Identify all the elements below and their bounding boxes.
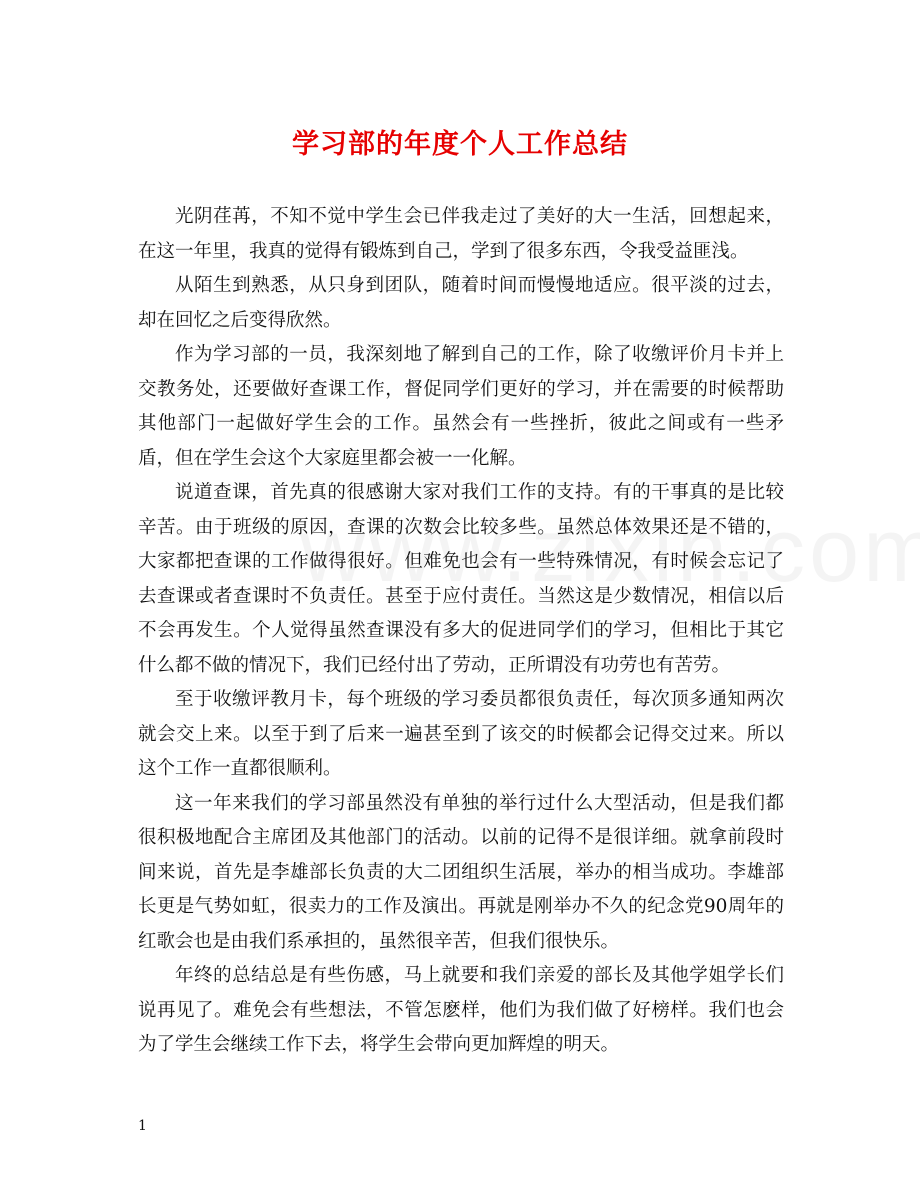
paragraph-4: 说道查课，首先真的很感谢大家对我们工作的支持。有的干事真的是比较辛苦。由于班级的原因，查课的次数会比较多些。虽然总体效果还是不错的，大家都把查课的工作做得很好。但难免也会有一些特殊情况，有时候会忘记了去查课或者查课时不负责任。甚至于应付责任。当然这是少数情况，相信以后不会再发生。个人觉得虽然查课没有多大的促进同学们的学习，但相比于其它什么都不做的情况下，我们已经付出了劳动，正所谓没有功劳也有苦劳。 [138, 482, 784, 676]
document-title: 学习部的年度个人工作总结 [292, 129, 628, 160]
paragraph-3: 作为学习部的一员，我深刻地了解到自己的工作，除了收缴评价月卡并上交教务处，还要做好查课工作，督促同学们更好的学习，并在需要的时候帮助其他部门一起做好学生会的工作。虽然会有一些挫折，彼此之间或有一些矛盾，但在学生会这个大家庭里都会被一一化解。 [138, 344, 784, 469]
paragraph-1: 光阴荏苒，不知不觉中学生会已伴我走过了美好的大一生活，回想起来，在这一年里，我真的觉得有锻炼到自己，学到了很多东西，令我受益匪浅。 [138, 206, 784, 262]
page-number: 1 [138, 1118, 147, 1134]
paragraph-6: 这一年来我们的学习部虽然没有单独的举行过什么大型活动，但是我们都很积极地配合主席团及其他部门的活动。以前的记得不是很详细。就拿前段时间来说，首先是李雄部长负责的大二团组织生活展，举办的相当成功。李雄部长更是气势如虹，很卖力的工作及演出。再就是刚举办不久的纪念党90周年的红歌会也是由我们系承担的，虽然很辛苦，但我们很快乐。 [138, 792, 784, 952]
paragraph-7: 年终的总结总是有些伤感，马上就要和我们亲爱的部长及其他学姐学长们说再见了。难免会有些想法，不管怎麽样，他们为我们做了好榜样。我们也会为了学生会继续工作下去，将学生会带向更加辉煌的明天。 [138, 965, 784, 1055]
document-body [138, 200, 784, 1063]
paragraph-5: 至于收缴评教月卡，每个班级的学习委员都很负责任，每次顶多通知两次就会交上来。以至于到了后来一遍甚至到了该交的时候都会记得交过来。所以这个工作一直都很顺利。 [138, 689, 784, 779]
paragraph-2: 从陌生到熟悉，从只身到团队，随着时间而慢慢地适应。很平淡的过去，却在回忆之后变得欣然。 [138, 275, 784, 331]
